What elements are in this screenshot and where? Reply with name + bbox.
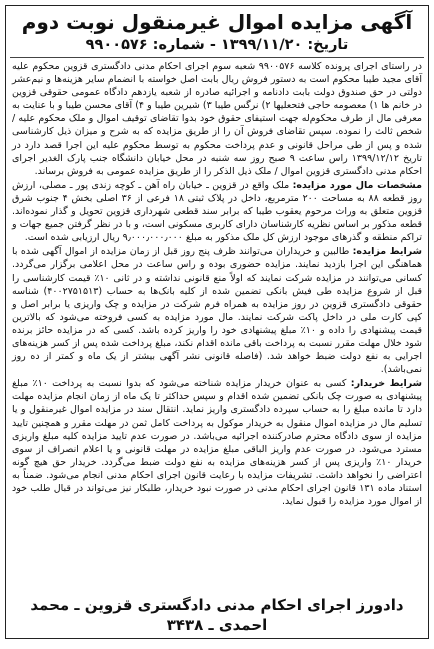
- auction-terms-label: شرایط مزایده:: [352, 246, 422, 258]
- notice-page: [5, 5, 429, 639]
- property-spec-label: مشخصات مال مورد مزایده:: [292, 179, 422, 191]
- auction-terms-text: طالبین و خریداران می‌توانند ظرف پنج روز قبل از زمان مزایده از اموال آگهی شده با هماهنگی این اجرا بازدید نمایند. مزایده حضوری بوده و راس ساعت در محل اعلامی برگزار می‌گردد. کسانی می‌توانند در مزایده شرکت نمایند که اولاً منع قانونی نداشته و در ثانی ۱۰٪ قیمت کارشناسی را قبل از شروع مزایده طی فیش بانکی تضمین شده از کلیه بانک‌ها به حساب (۴۰۰۲۷۵۱۵۱۳) شناسه حقوقی دادگستری قزوین در روز مزایده به همراه فرم شرکت در مزایده و چک واریزی یا برابر اصل و کپی کارت ملی در داخل پاکت شرکت نمایند. مال مورد مزایده به کسی فروخته می‌شود که بالاترین قیمت پیشنهادی را داده و ۱۰٪ مبلغ پیشنهادی خود را واریز کرده باشد. کسی که در مزایده حائز برنده شود خلال مهلت مقرر نسبت به پرداخت باقی مانده اقدام نکند، مبلغ پرداخت شده پس از کسر هزینه‌های اجرایی به نفع دولت ضبط خواهد شد. (فاصله قانونی نشر آگهی بیشتر از یک ماه و کمتر از ده روز نمی‌باشد).: [12, 246, 422, 376]
- notice-body: [6, 58, 428, 508]
- property-spec-paragraph: [12, 179, 422, 244]
- buyer-terms-paragraph: [12, 377, 422, 508]
- notice-date-number: تاریخ: ۱۳۹۹/۱۱/۲۰ - شماره: ۹۹۰۰۵۷۶: [10, 35, 424, 58]
- notice-signature: دادورز اجرای احکام مدنی دادگستری قزوین ـ محمد احمدی ـ ۳۴۳۸: [30, 596, 404, 634]
- intro-paragraph: در راستای اجرای پرونده کلاسه ۹۹۰۰۵۷۶ شعبه سوم اجرای احکام مدنی دادگستری قزوین محکوم علیه آقای مجید طیبا محکوم است به دستور فروش ریال بابت اصل خواسته با انضمام سایر هزینه‌ها و نیم‌عشر دولتی در حق صندوق دولت بابت دادنامه و اجرائیه صادره از شعبه یازدهم دادگاه عمومی حقوقی قزوین در خانم ها ۱) معصومه حاجی فتحعلیها ۲) نرگس طیبا ۳) شیرین طیبا و ۴) آقای محسن طیبا و با عنایت به معرفی مال از طرف محکوم‌له جهت استیفای حقوق خود بدوا تقاضای توقیف اموال و ملک محکوم علیه / شخص ثالث را نموده. سپس تقاضای فروش آن را از طریق مزایده که به شرح و میزان ذیل کارشناسی شده و پس از طی مراحل قانونی و عدم پرداخت محکوم به توسط محکوم علیه این اجرا قصد دارد در تاریخ ۱۳۹۹/۱۲/۱۲ راس ساعت ۹ صبح روز سه شنبه در محل خیابان دانشگاه جنب پارک الغدیر اجرای احکام مدنی دادگستری قزوین اموال / ملک ذیل الذکر را از طریق مزایده عمومی به فروش برساند.: [12, 61, 422, 177]
- buyer-terms-text: کسی به عنوان خریدار مزایده شناخته می‌شود که بدوا نسبت به پرداخت ۱۰٪ مبلغ پیشنهادی به صورت چک بانکی تضمین شده اقدام و سپس حداکثر تا یک ماه از زمان انجام مزایده مهلت دارد تا مانده مبلغ را به حساب سپرده دادگستری واریز نماید. انتقال سند در مزایده اموال غیرمنقول و یا تسلیم مال در مزایده اموال منقول به خریدار موکول به پرداخت کامل ثمن در مهلت مقرر و همچنین تایید مزایده از سوی دادگاه محترم صادرکننده اجرائیه می‌باشد. در صورت عدم تایید مزایده کلیه مبلغ واریزی مسترد می‌شود. در صورت عدم واریز الباقی مبلغ مزایده در مهلت قانونی و یا اعلام انصراف از سوی خریدار ۱۰٪ واریزی پس از کسر هزینه‌های مزایده به نفع دولت ضبط می‌گردد. خریدار حق هیچ گونه اعتراضی را نخواهد داشت. تشریفات مزایده با رعایت قانون اجرای احکام مدنی انجام می‌شود. ضمناً به استناد ماده ۱۳۱ قانون اجرای احکام مدنی در صورت نبود خریدار، طلبکار نیز می‌تواند در قبال طلب خود از اموال مورد مزایده را قبول نماید.: [12, 378, 422, 508]
- buyer-terms-label: شرایط خریدار:: [350, 378, 422, 390]
- auction-terms-paragraph: [12, 245, 422, 376]
- property-spec-text: ملک واقع در قزوین ـ خیابان راه آهن ـ کوچه زندی پور ـ مصلی، ارزش روز قطعه ۸۸ به مساحت ۲۰۰ مترمربع، داخل در پلاک ثبتی ۱۸ فرعی از ۳۶ اصلی بخش ۴ جنوب شرق قزوین متعلق به وراث مرحوم یعقوب طیبا که برابر سند قطعی شهرداری قزوین تحویل و گذار نموده‌اند. قطعه مذکور بر اساس نظریه کارشناسان دارای کاربری مسکونی است، و با در نظر گرفتن جمیع جهات و تراکم منطقه و گذرهای موجود ارزش کل ملک مذکور به مبلغ ۹٫۰۰۰٫۰۰۰٫۰۰۰ ریال ارزیابی شده است.: [12, 179, 423, 244]
- notice-title: آگهی مزایده اموال غیرمنقول نوبت دوم: [21, 10, 413, 34]
